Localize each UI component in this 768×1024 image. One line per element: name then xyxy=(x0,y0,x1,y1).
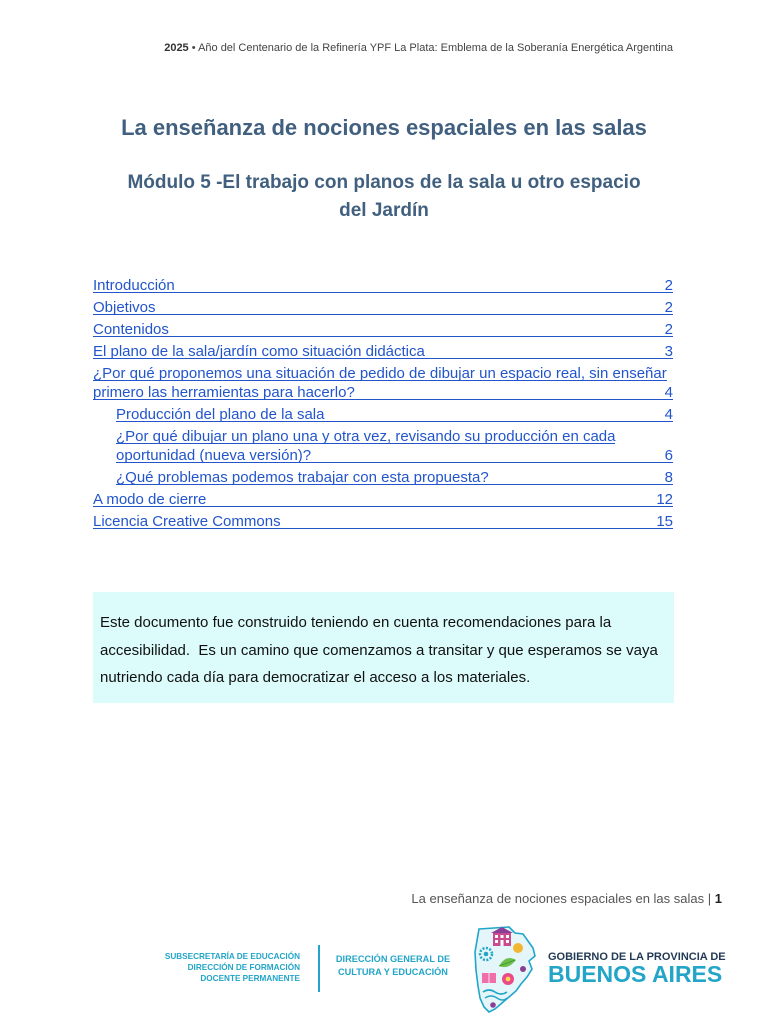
accessibility-note xyxy=(93,592,674,703)
toc-line xyxy=(93,383,673,402)
page-footer xyxy=(411,891,722,907)
toc-entry-label: A modo de cierre xyxy=(93,491,207,508)
toc-page-number: 2 xyxy=(664,321,673,338)
toc-page-number: 3 xyxy=(664,343,673,360)
footer-title: La enseñanza de nociones espaciales en las salas xyxy=(411,891,705,906)
subsecretaria-logo-line: DIRECCIÓN DE FORMACIÓN xyxy=(187,963,300,972)
accessibility-note-line: Este documento fue construido teniendo en cuenta recomendaciones para la xyxy=(100,614,612,631)
toc-line xyxy=(93,342,673,361)
header-bullet: • xyxy=(191,42,196,54)
subsecretaria-logo xyxy=(165,951,300,984)
toc-entry-label: ¿Por qué dibujar un plano una y otra vez, revisando su producción en cada xyxy=(116,428,616,445)
toc-page-number: 6 xyxy=(664,447,673,464)
toc-entry-contenidos[interactable] xyxy=(93,320,673,339)
toc-entry-que-problemas[interactable] xyxy=(116,468,673,487)
buenos-aires-wordmark: BUENOS AIRES xyxy=(548,961,723,987)
toc-page-number: 4 xyxy=(664,384,673,401)
toc-line xyxy=(116,468,673,487)
toc-entry-label: Licencia Creative Commons xyxy=(93,513,281,530)
header-text: Año del Centenario de la Refinería YPF La Plata: Emblema de la Soberanía Energética Argentina xyxy=(198,42,673,54)
toc-entry-produccion-plano[interactable] xyxy=(116,405,673,424)
footer-separator: | xyxy=(707,891,712,906)
toc-page-number: 15 xyxy=(656,513,673,530)
page-subtitle-line: Módulo 5 -El trabajo con planos de la sala u otro espacio xyxy=(127,172,641,193)
toc-page-number: 12 xyxy=(656,491,673,508)
page-subtitle xyxy=(0,169,768,225)
toc-line xyxy=(93,320,673,339)
toc-entry-label: primero las herramientas para hacerlo? xyxy=(93,384,355,401)
toc-line xyxy=(93,364,673,383)
toc-entry-por-que-proponemos[interactable] xyxy=(93,364,673,402)
toc-entry-label: oportunidad (nueva versión)? xyxy=(116,447,312,464)
toc-entry-label: Contenidos xyxy=(93,321,169,338)
toc-entry-objetivos[interactable] xyxy=(93,298,673,317)
direccion-general-logo-line: CULTURA Y EDUCACIÓN xyxy=(338,967,448,977)
toc-line xyxy=(116,446,673,465)
toc-page-number: 2 xyxy=(664,277,673,294)
toc-entry-label: ¿Qué problemas podemos trabajar con esta propuesta? xyxy=(116,469,489,486)
toc-page-number: 2 xyxy=(664,299,673,316)
subsecretaria-logo-line: DOCENTE PERMANENTE xyxy=(200,974,300,983)
logo-divider xyxy=(318,945,320,992)
direccion-general-logo-line: DIRECCIÓN GENERAL DE xyxy=(335,954,451,964)
provincia-emblem-icon xyxy=(471,924,539,1014)
toc-entry-label: Producción del plano de la sala xyxy=(116,406,325,423)
toc-line xyxy=(93,298,673,317)
page-subtitle-line: del Jardín xyxy=(339,200,429,221)
toc-entry-label: ¿Por qué proponemos una situación de pedido de dibujar un espacio real, sin enseñar xyxy=(93,365,667,382)
toc-entry-label: Introducción xyxy=(93,277,175,294)
toc-line xyxy=(93,490,673,509)
table-of-contents xyxy=(93,276,673,534)
header-banner xyxy=(164,41,673,55)
accessibility-note-line: nutriendo cada día para democratizar el acceso a los materiales. xyxy=(100,669,531,686)
toc-line xyxy=(116,405,673,424)
gobierno-label: GOBIERNO DE LA PROVINCIA DE xyxy=(548,951,726,963)
direccion-general-logo xyxy=(335,953,451,979)
toc-page-number: 8 xyxy=(664,469,673,486)
page-title: La enseñanza de nociones espaciales en las salas xyxy=(121,115,647,140)
footer-page-number: 1 xyxy=(714,891,722,906)
toc-entry-label: El plano de la sala/jardín como situación didáctica xyxy=(93,343,425,360)
toc-entry-introduccion[interactable] xyxy=(93,276,673,295)
toc-entry-licencia-creative-commons[interactable] xyxy=(93,512,673,531)
subsecretaria-logo-line: SUBSECRETARÍA DE EDUCACIÓN xyxy=(164,952,300,961)
toc-entry-plano-situacion-didactica[interactable] xyxy=(93,342,673,361)
toc-page-number: 4 xyxy=(664,406,673,423)
header-year: 2025 xyxy=(164,42,189,54)
toc-entry-por-que-dibujar[interactable] xyxy=(116,427,673,465)
accessibility-note-line: accesibilidad. Es un camino que comenzamos a transitar y que esperamos se vaya xyxy=(100,641,658,659)
toc-entry-label: Objetivos xyxy=(93,299,156,316)
toc-entry-a-modo-de-cierre[interactable] xyxy=(93,490,673,509)
toc-line xyxy=(116,427,673,446)
toc-line xyxy=(93,512,673,531)
toc-line xyxy=(93,276,673,295)
